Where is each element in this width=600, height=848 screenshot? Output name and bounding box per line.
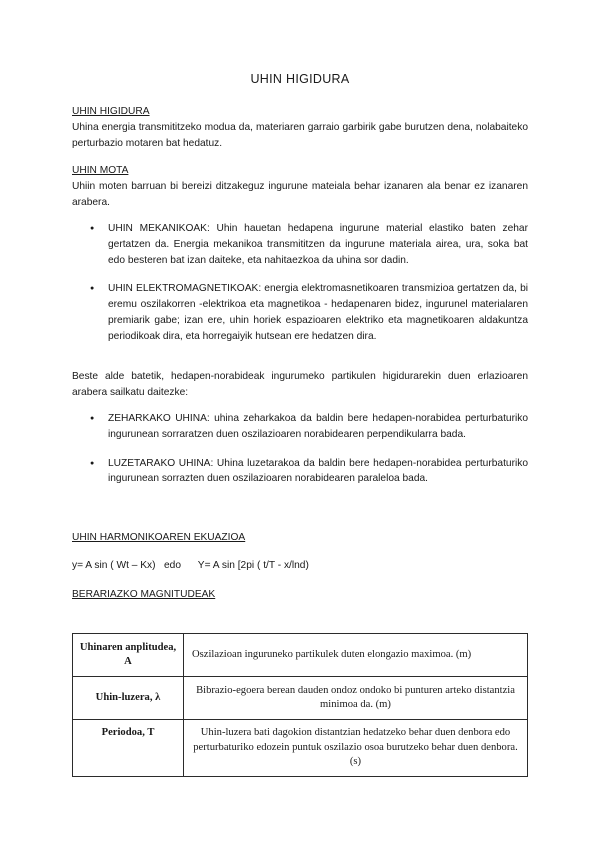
magnitudes-heading: BERARIAZKO MAGNITUDEAK	[72, 589, 216, 600]
table-row	[73, 720, 528, 777]
magnitude-description: Bibrazio-egoera berean dauden ondoz ondoko bi punturen arteko distantzia minimoa da. (m)	[184, 677, 528, 720]
section-wave-types	[72, 163, 528, 210]
list-item: ● LUZETARAKO UHINA: Uhina luzetarakoa da baldin bere hedapen-norabidea perturbaturiko ingurunean sorrazten duen oszilazioaren norabidearen paraleloa bada.	[90, 456, 528, 488]
section-heading: UHIN HIGIDURA	[72, 106, 150, 117]
page-title: UHIN HIGIDURA	[250, 72, 350, 86]
list-item: ● UHIN ELEKTROMAGNETIKOAK: energia elektromasnetikoaren transmizioa gertatzen da, bi eremu oszilakorren -elektrikoa eta magnetikoa - hedapenaren bidez, ingurunel materialaren premiarik gabe; izan ere, uhin horiek espazioaren elektriko eta magnetikoaren aldakuntza periodikoak dira, eta horregaiyik hutsean ere hedatzen dira.	[90, 281, 528, 344]
direction-types-list	[90, 411, 528, 487]
classification-intro: Beste alde batetik, hedapen-norabideak ingurumeko partikulen higidurarekin duen erlazioaren arabera sailkatu daitezke:	[72, 371, 528, 398]
wave-types-list	[90, 221, 528, 345]
section-paragraph: Uhiin moten barruan bi bereizi ditzakeguz ingurune mateiala behar izanaren ala benar ez izanaren arabera.	[72, 180, 528, 208]
wave-equation: y= A sin ( Wt – Kx) edo Y= A sin [2pi ( t/T - x/lnd)	[72, 560, 309, 571]
list-item: ● UHIN MEKANIKOAK: Uhin hauetan hedapena ingurune material elastiko baten zehar gertatzen da. Energia mekanikoa transmititzen da ingurune materiala airea, ura, soka bat edo besteren bat izan daiteke, eta nahitaezkoa da uhina sor dadin.	[90, 221, 528, 268]
harmonic-equation-heading: UHIN HARMONIKOAREN EKUAZIOA	[72, 532, 246, 543]
magnitude-name: Periodoa, T	[73, 720, 184, 777]
section-paragraph: Uhina energia transmititzeko modua da, materiaren garraio garbirik gabe burutzen dena, nolabaiteko perturbazio motaren bat hedatuz.	[72, 121, 528, 149]
section-heading: UHIN MOTA	[72, 165, 129, 176]
section-wave-motion	[72, 104, 528, 151]
magnitude-description: Oszilazioan inguruneko partikulek duten elongazio maximoa. (m)	[184, 634, 528, 677]
magnitude-name: Uhin-luzera, λ	[73, 677, 184, 720]
list-item: ● ZEHARKAKO UHINA: uhina zeharkakoa da baldin bere hedapen-norabidea perturbaturiko ingurunean sorraratzen duen oszilazioaren norabidearen perpendikularra bada.	[90, 411, 528, 443]
magnitudes-table	[72, 633, 528, 777]
table-row	[73, 677, 528, 720]
magnitude-name: Uhinaren anplitudea, A	[73, 634, 184, 677]
table-row	[73, 634, 528, 677]
magnitude-description: Uhin-luzera bati dagokion distantzian hedatzeko behar duen denbora edo perturbaturiko edozein puntuk oszilazio osoa burutzeko behar duen denbora. (s)	[184, 720, 528, 777]
